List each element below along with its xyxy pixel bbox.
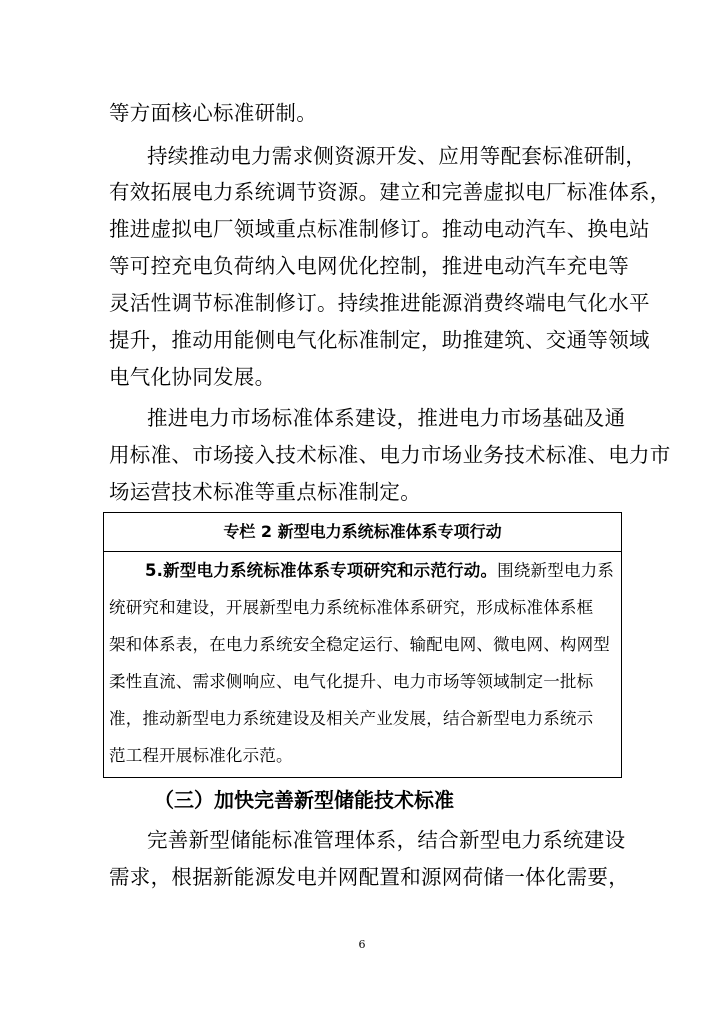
column-box-line bbox=[145, 558, 614, 584]
column-box bbox=[103, 512, 622, 778]
paragraph-line: 推进电力市场标准体系建设，推进电力市场基础及通 bbox=[147, 406, 626, 430]
column-box-line: 范工程开展标准化示范。 bbox=[109, 746, 293, 765]
paragraph-line: 完善新型储能标准管理体系，结合新型电力系统建设 bbox=[147, 828, 626, 852]
paragraph-line: 等可控充电负荷纳入电网优化控制，推进电动汽车充电等 bbox=[109, 254, 629, 278]
paragraph-line: 灵活性调节标准制修订。持续推进能源消费终端电气化水平 bbox=[109, 291, 650, 315]
paragraph-line: 需求，根据新能源发电并网配置和源网荷储一体化需要， bbox=[109, 865, 629, 889]
column-box-line: 架和体系表，在电力系统安全稳定运行、输配电网、微电网、构网型 bbox=[109, 635, 610, 654]
column-box-title: 专栏 2 新型电力系统标准体系专项行动 bbox=[223, 522, 502, 541]
paragraph-line: 持续推动电力需求侧资源开发、应用等配套标准研制， bbox=[147, 144, 647, 168]
paragraph-line: 场运营技术标准等重点标准制定。 bbox=[109, 480, 421, 504]
section-heading: （三）加快完善新型储能技术标准 bbox=[154, 788, 454, 812]
paragraph-line: 提升，推动用能侧电气化标准制定，助推建筑、交通等领域 bbox=[109, 328, 650, 352]
paragraph-line: 有效拓展电力系统调节资源。建立和完善虚拟电厂标准体系， bbox=[109, 180, 671, 204]
paragraph-line: 用标准、市场接入技术标准、电力市场业务技术标准、电力市 bbox=[109, 443, 671, 467]
column-box-line: 统研究和建设，开展新型电力系统标准体系研究，形成标准体系框 bbox=[109, 598, 594, 617]
paragraph-line: 推进虚拟电厂领域重点标准制修订。推动电动汽车、换电站 bbox=[109, 217, 650, 241]
column-box-lead: 5.新型电力系统标准体系专项研究和示范行动。 bbox=[145, 561, 498, 580]
column-box-line: 柔性直流、需求侧响应、电气化提升、电力市场等领域制定一批标 bbox=[109, 672, 594, 691]
paragraph-line: 等方面核心标准研制。 bbox=[109, 101, 317, 125]
page-number: 6 bbox=[358, 938, 366, 951]
column-box-line: 准，推动新型电力系统建设及相关产业发展，结合新型电力系统示 bbox=[109, 709, 594, 728]
column-box-divider bbox=[104, 551, 621, 552]
column-box-text: 围绕新型电力系 bbox=[497, 561, 615, 580]
paragraph-line: 电气化协同发展。 bbox=[109, 365, 276, 389]
